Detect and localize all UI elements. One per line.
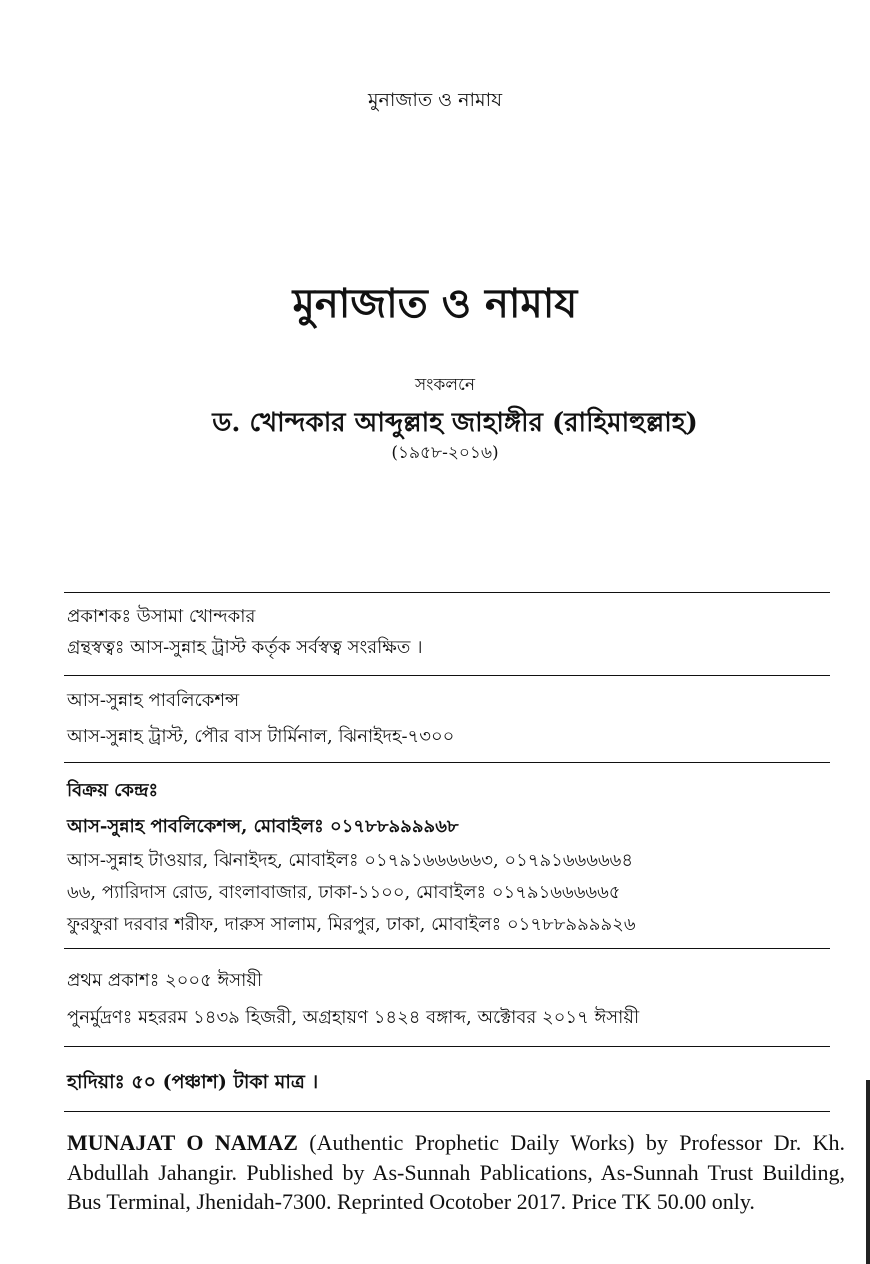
sales-line: ৬৬, প্যারিদাস রোড, বাংলাবাজার, ঢাকা-১১০০, মোবাইলঃ ০১৭৯১৬৬৬৬৬৫ <box>67 882 621 903</box>
copyright-line: গ্রন্থস্বত্বঃ আস-সুন্নাহ ট্রাস্ট কর্তৃক সর্বস্বত্ব সংরক্ষিত । <box>67 637 423 658</box>
divider <box>64 592 830 593</box>
compiled-by-label: সংকলনে <box>414 375 476 395</box>
sales-heading: বিক্রয় কেন্দ্রঃ <box>67 780 159 801</box>
running-head: মুনাজাত ও নামায <box>367 89 503 111</box>
divider <box>64 1046 830 1047</box>
divider <box>64 948 830 949</box>
sales-line: আস-সুন্নাহ টাওয়ার, ঝিনাইদহ, মোবাইলঃ ০১৭৯১৬৬৬৬৬৩, ০১৭৯১৬৬৬৬৬৪ <box>67 850 634 871</box>
english-body: (Authentic Prophetic Daily Works) by Professor Dr. Kh. Abdullah Jahangir. Published by As-Sunnah Pablications, As-Sunnah Trust Building, Bus Terminal, Jhenidah-7300. Reprinted Ocotober 2017. Price TK 50.00 only. <box>67 1130 845 1214</box>
divider <box>64 1111 830 1112</box>
author-name: ড. খোন্দকার আব্দুল্লাহ জাহাঙ্গীর (রাহিমাহুল্লাহ) <box>212 408 698 438</box>
divider <box>64 762 830 763</box>
price-line: হাদিয়াঃ ৫০ (পঞ্চাশ) টাকা মাত্র । <box>67 1071 319 1093</box>
author-years: (১৯৫৮-২০১৬) <box>391 443 499 463</box>
page-edge-shadow <box>866 1080 870 1264</box>
english-imprint <box>67 1128 845 1217</box>
reprint-line: পুনর্মুদ্রণঃ মহররম ১৪৩৯ হিজরী, অগ্রহায়ণ ১৪২৪ বঙ্গাব্দ, অক্টোবর ২০১৭ ঈসায়ী <box>67 1007 640 1028</box>
publications-name: আস-সুন্নাহ পাবলিকেশন্স <box>67 690 240 711</box>
publications-address: আস-সুন্নাহ ট্রাস্ট, পৌর বাস টার্মিনাল, ঝিনাইদহ-৭৩০০ <box>67 726 455 747</box>
english-title: MUNAJAT O NAMAZ <box>67 1130 298 1155</box>
book-title: মুনাজাত ও নামায <box>292 281 578 327</box>
sales-line: ফুরফুরা দরবার শরীফ, দারুস সালাম, মিরপুর, ঢাকা, মোবাইলঃ ০১৭৮৮৯৯৯৯২৬ <box>67 914 636 935</box>
divider <box>64 675 830 676</box>
publisher-line: প্রকাশকঃ উসামা খোন্দকার <box>67 606 256 627</box>
first-edition-line: প্রথম প্রকাশঃ ২০০৫ ঈসায়ী <box>67 970 263 991</box>
sales-line: আস-সুন্নাহ পাবলিকেশন্স, মোবাইলঃ ০১৭৮৮৯৯৯৯৬৮ <box>67 816 459 837</box>
